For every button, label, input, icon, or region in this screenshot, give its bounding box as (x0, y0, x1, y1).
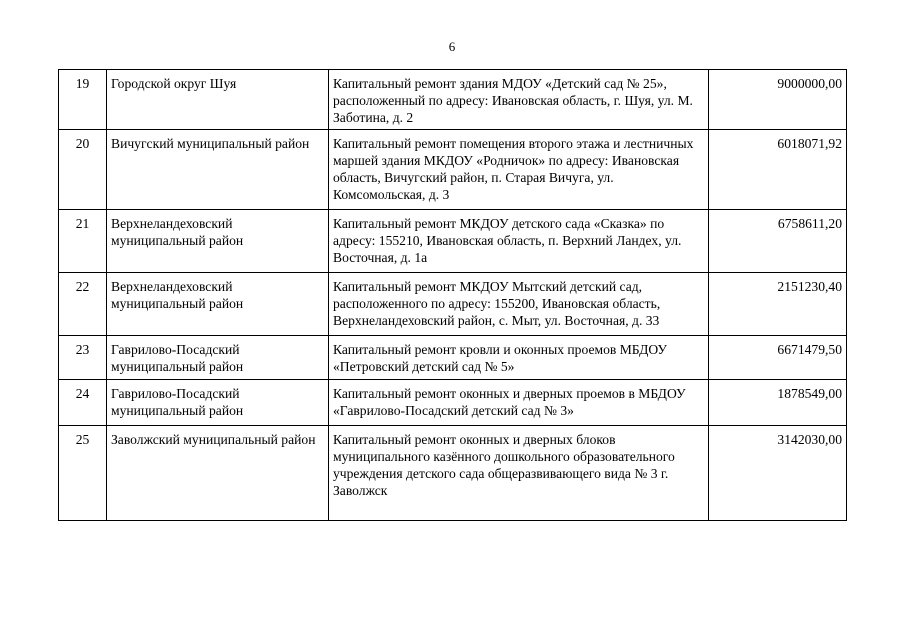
funding-table (58, 69, 847, 521)
amount-cell: 9000000,00 (709, 70, 847, 130)
table-row (59, 130, 847, 210)
description-cell: Капитальный ремонт оконных и дверных блоков муниципального казённого дошкольного образовательного учреждения детского сада общеразвивающего вида № 3 г. Заволжск (329, 426, 709, 521)
row-number: 25 (59, 426, 107, 521)
table-row (59, 380, 847, 426)
district-cell: Верхнеландеховский муниципальный район (107, 273, 329, 336)
table-row (59, 210, 847, 273)
page-number: 6 (448, 39, 456, 54)
district-cell: Городской округ Шуя (107, 70, 329, 130)
description-cell: Капитальный ремонт МКДОУ Мытский детский сад, расположенного по адресу: 155200, Ивановская область, Верхнеландеховский район, с. Мыт, ул. Восточная, д. 33 (329, 273, 709, 336)
description-cell: Капитальный ремонт оконных и дверных проемов в МБДОУ «Гаврилово-Посадский детский сад № 3» (329, 380, 709, 426)
district-cell: Верхнеландеховский муниципальный район (107, 210, 329, 273)
table-row (59, 273, 847, 336)
row-number: 22 (59, 273, 107, 336)
row-number: 21 (59, 210, 107, 273)
amount-cell: 2151230,40 (709, 273, 847, 336)
amount-cell: 6758611,20 (709, 210, 847, 273)
district-cell: Гаврилово-Посадский муниципальный район (107, 380, 329, 426)
row-number: 20 (59, 130, 107, 210)
amount-cell: 3142030,00 (709, 426, 847, 521)
table-row (59, 336, 847, 380)
row-number: 23 (59, 336, 107, 380)
table-row (59, 426, 847, 521)
district-cell: Вичугский муниципальный район (107, 130, 329, 210)
district-cell: Гаврилово-Посадский муниципальный район (107, 336, 329, 380)
description-cell: Капитальный ремонт помещения второго этажа и лестничных маршей здания МКДОУ «Родничок» по адресу: Ивановская область, Вичугский район, п. Старая Вичуга, ул. Комсомольская, д. 3 (329, 130, 709, 210)
row-number: 19 (59, 70, 107, 130)
description-cell: Капитальный ремонт МКДОУ детского сада «Сказка» по адресу: 155210, Ивановская область, п. Верхний Ландех, ул. Восточная, д. 1а (329, 210, 709, 273)
amount-cell: 6018071,92 (709, 130, 847, 210)
row-number: 24 (59, 380, 107, 426)
amount-cell: 1878549,00 (709, 380, 847, 426)
table-row (59, 70, 847, 130)
description-cell: Капитальный ремонт здания МДОУ «Детский сад № 25», расположенный по адресу: Ивановская область, г. Шуя, ул. М. Заботина, д. 2 (329, 70, 709, 130)
description-cell: Капитальный ремонт кровли и оконных проемов МБДОУ «Петровский детский сад № 5» (329, 336, 709, 380)
amount-cell: 6671479,50 (709, 336, 847, 380)
district-cell: Заволжский муниципальный район (107, 426, 329, 521)
